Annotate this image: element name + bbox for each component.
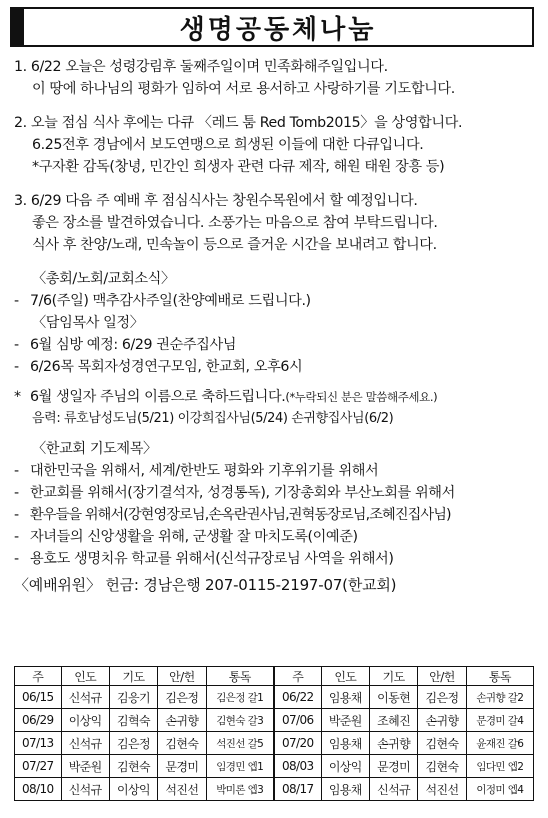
table-cell: 박미론 엡3	[206, 778, 274, 801]
table-cell: 김현숙	[158, 732, 206, 755]
table-cell: 07/20	[274, 732, 321, 755]
donation-info: 〈예배위원〉 헌금: 경남은행 207-0115-2197-07(한교회)	[14, 576, 397, 594]
table-cell: 박준원	[321, 709, 369, 732]
item-number: 2.	[14, 115, 27, 131]
table-cell: 06/29	[15, 709, 62, 732]
news-title: 〈총회/노회/교회소식〉	[32, 271, 175, 287]
announcement-content	[14, 56, 542, 596]
table-cell: 손귀향 갈2	[466, 686, 533, 709]
announcement-item-2	[14, 112, 542, 178]
prayer-line: - 한교회를 위해서(장기결석자, 성경통독), 기장총회와 부산노회를 위해서	[14, 485, 455, 501]
column-header: 주	[15, 667, 62, 686]
table-cell: 김은정	[418, 686, 466, 709]
table-cell: 이정미 엡4	[466, 778, 533, 801]
item-line: 6/29 다음 주 예배 후 점심식사는 창원수목원에서 할 예정입니다.	[30, 193, 418, 209]
prayer-line: - 환우들을 위해서(강현영장로님,손옥란권사님,권혁동장로님,조혜진집사님)	[14, 507, 451, 523]
prayer-line: - 자녀들의 신앙생활을 위해, 군생활 잘 마치도록(이예준)	[14, 529, 358, 545]
table-row	[15, 686, 534, 709]
announcement-item-3	[14, 190, 542, 256]
announcement-item-1	[14, 56, 542, 100]
column-header: 안/헌	[418, 667, 466, 686]
table-cell: 석진선	[418, 778, 466, 801]
item-number: 1.	[14, 59, 27, 75]
item-line: 6/22 오늘은 성령강림후 둘째주일이며 민족화해주일입니다.	[30, 59, 388, 75]
table-cell: 조혜진	[369, 709, 417, 732]
table-cell: 임경민 엡1	[206, 755, 274, 778]
table-row	[15, 755, 534, 778]
table-cell: 손귀향	[158, 709, 206, 732]
birthday-line: * 6월 생일자 주님의 이름으로 축하드립니다.(*누락되신 분은 말씀해주세요.)	[14, 389, 438, 405]
news-line: - 7/6(주일) 맥추감사주일(찬양예배로 드립니다.)	[14, 293, 311, 309]
table-cell: 김현숙	[418, 755, 466, 778]
table-cell: 이상익	[321, 755, 369, 778]
pastor-line: - 6/26목 목회자성경연구모임, 한교회, 오후6시	[14, 359, 303, 375]
table-cell: 김현숙	[418, 732, 466, 755]
item-line: 6.25전후 경남에서 보도연맹으로 희생된 이들에 대한 다큐입니다.	[32, 137, 424, 153]
prayer-line: - 용호도 생명치유 학교를 위해서(신석규장로님 사역을 위해서)	[14, 551, 394, 567]
table-cell: 신석규	[61, 732, 109, 755]
table-cell: 윤재진 갈6	[466, 732, 533, 755]
table-cell: 08/03	[274, 755, 321, 778]
table-cell: 손귀향	[418, 709, 466, 732]
table-cell: 08/10	[15, 778, 62, 801]
table-row	[15, 732, 534, 755]
table-cell: 06/15	[15, 686, 62, 709]
page-title: 생명공동체나눔	[179, 14, 377, 45]
table-cell: 07/13	[15, 732, 62, 755]
table-cell: 이상익	[109, 778, 157, 801]
item-line: *구자환 감독(창녕, 민간인 희생자 관련 다큐 제작, 해원 태원 장흥 등)	[32, 159, 445, 175]
table-cell: 신석규	[61, 686, 109, 709]
table-cell: 임용채	[321, 778, 369, 801]
page-header	[10, 7, 534, 47]
table-cell: 이상익	[61, 709, 109, 732]
pastor-line: - 6월 심방 예정: 6/29 권순주집사님	[14, 337, 237, 353]
worship-duty-table	[14, 666, 534, 801]
column-header: 통독	[206, 667, 274, 686]
item-line: 좋은 장소를 발견하였습니다. 소풍가는 마음으로 참여 부탁드립니다.	[32, 215, 438, 231]
header-bar	[12, 9, 24, 45]
table-cell: 김현숙	[109, 755, 157, 778]
column-header: 통독	[466, 667, 533, 686]
table-cell: 김혁숙	[109, 709, 157, 732]
table-cell: 신석규	[369, 778, 417, 801]
table-cell: 임용채	[321, 686, 369, 709]
table-cell: 08/17	[274, 778, 321, 801]
column-header: 인도	[61, 667, 109, 686]
prayer-line: - 대한민국을 위해서, 세계/한반도 평화와 기후위기를 위해서	[14, 463, 379, 479]
table-cell: 임용채	[321, 732, 369, 755]
birthday-list: 음력: 류호남성도님(5/21) 이강희집사님(5/24) 손귀향집사님(6/2)	[32, 411, 394, 426]
table-cell: 김은정	[109, 732, 157, 755]
table-cell: 문경미	[158, 755, 206, 778]
table-cell: 이동현	[369, 686, 417, 709]
table-cell: 박준원	[61, 755, 109, 778]
table-cell: 김현숙 갈3	[206, 709, 274, 732]
table-cell: 김은정	[158, 686, 206, 709]
pastor-schedule-title: 〈담임목사 일정〉	[32, 315, 144, 331]
table-cell: 06/22	[274, 686, 321, 709]
column-header: 기도	[369, 667, 417, 686]
column-header: 안/헌	[158, 667, 206, 686]
table-header-row	[15, 667, 534, 686]
table-cell: 07/27	[15, 755, 62, 778]
table-cell: 07/06	[274, 709, 321, 732]
item-line: 이 땅에 하나님의 평화가 임하여 서로 용서하고 사랑하기를 기도합니다.	[32, 81, 455, 97]
table-cell: 손귀향	[369, 732, 417, 755]
table-row	[15, 709, 534, 732]
table-cell: 임다민 엡2	[466, 755, 533, 778]
column-header: 기도	[109, 667, 157, 686]
table-cell: 문경미 갈4	[466, 709, 533, 732]
table-cell: 신석규	[61, 778, 109, 801]
item-line: 식사 후 찬양/노래, 민속놀이 등으로 즐거운 시간을 보내려고 합니다.	[32, 237, 437, 253]
table-cell: 석진선	[158, 778, 206, 801]
item-line: 오늘 점심 식사 후에는 다큐 〈레드 툼 Red Tomb2015〉을 상영합니다.	[30, 115, 463, 131]
table-cell: 김응기	[109, 686, 157, 709]
table-cell: 김은정 갈1	[206, 686, 274, 709]
item-number: 3.	[14, 193, 27, 209]
table-cell: 문경미	[369, 755, 417, 778]
column-header: 인도	[321, 667, 369, 686]
table-cell: 석진선 갈5	[206, 732, 274, 755]
column-header: 주	[274, 667, 321, 686]
table-row	[15, 778, 534, 801]
birthday-note: (*누락되신 분은 말씀해주세요.)	[285, 390, 438, 404]
prayer-title: 〈한교회 기도제목〉	[32, 441, 157, 457]
